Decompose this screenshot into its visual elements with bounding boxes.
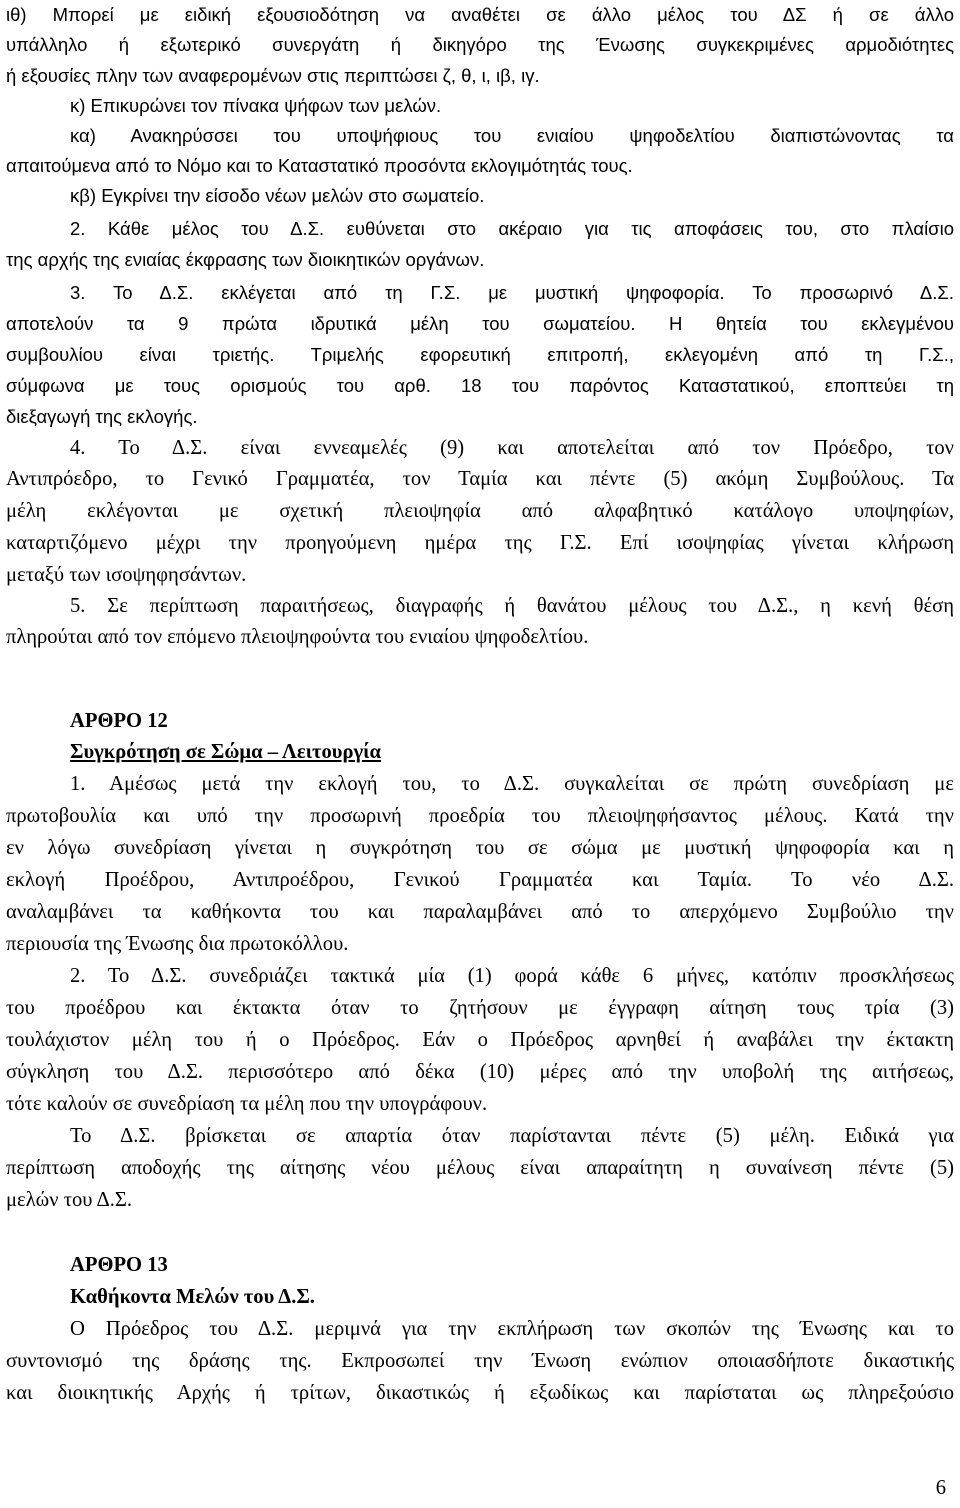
paragraph-line: κα) Ανακηρύσσει του υποψήφιους του ενιαίου ψηφοδελτίου διαπιστώνοντας τα (70, 125, 954, 146)
paragraph-line: μεταξύ των ισοψηφησάντων. (6, 564, 247, 586)
paragraph-line: σύμφωνα με τους ορισμούς του αρθ. 18 του παρόντος Καταστατικού, εποπτεύει τη (6, 375, 954, 396)
paragraph-line: τότε καλούν σε συνεδρίαση τα μέλη που την υπογράφουν. (6, 1093, 488, 1115)
paragraph-line: του προέδρου και έκτακτα όταν το ζητήσουν με έγγραφη αίτηση τους τρία (3) (6, 997, 954, 1019)
paragraph-line: Το Δ.Σ. βρίσκεται σε απαρτία όταν παρίστανται πέντε (5) μέλη. Ειδικά για (70, 1125, 954, 1147)
page-number: 6 (935, 1477, 946, 1499)
paragraph-line: μελών του Δ.Σ. (6, 1189, 132, 1211)
paragraph-line: 1. Αμέσως μετά την εκλογή του, το Δ.Σ. συγκαλείται σε πρώτη συνεδρίαση με (70, 773, 954, 795)
article-13-number: ΑΡΘΡΟ 13 (70, 1254, 168, 1276)
paragraph-line: καταρτιζόμενο μέχρι την προηγούμενη ημέρα της Γ.Σ. Επί ισοψηφίας γίνεται κλήρωση (6, 532, 954, 554)
paragraph-line: υπάλληλο ή εξωτερικό συνεργάτη ή δικηγόρο της Ένωσης συγκεκριμένες αρμοδιότητες (6, 34, 954, 55)
paragraph-line: σύγκληση του Δ.Σ. περισσότερο από δέκα (10) μέρες από την υποβολή της αιτήσεως, (6, 1061, 954, 1083)
article-12-number: ΑΡΘΡΟ 12 (70, 710, 168, 732)
paragraph-line: πληρούται από τον επόμενο πλειοψηφούντα του ενιαίου ψηφοδελτίου. (6, 626, 589, 648)
paragraph-line: απαιτούμενα από το Νόμο και το Καταστατικό προσόντα εκλογιμότητάς τους. (6, 155, 633, 176)
paragraph-line: περιουσία της Ένωσης δια πρωτοκόλλου. (6, 933, 349, 955)
paragraph-line: συμβουλίου είναι τριετής. Τριμελής εφορευτική επιτροπή, εκλεγομένη από τη Γ.Σ., (6, 344, 954, 365)
paragraph-line: της αρχής της ενιαίας έκφρασης των διοικητικών οργάνων. (6, 249, 485, 270)
article-13-title: Καθήκοντα Μελών του Δ.Σ. (70, 1286, 315, 1308)
paragraph-line: αποτελούν τα 9 πρώτα ιδρυτικά μέλη του σωματείου. Η θητεία του εκλεγμένου (6, 313, 954, 334)
paragraph-line: 5. Σε περίπτωση παραιτήσεως, διαγραφής ή θανάτου μέλους του Δ.Σ., η κενή θέση (70, 595, 954, 617)
paragraph-line: 4. Το Δ.Σ. είναι εννεαμελές (9) και αποτελείται από τον Πρόεδρο, τον (70, 437, 954, 459)
paragraph-line: πρωτοβουλία και υπό την προσωρινή προεδρία του πλειοψηφήσαντος μέλους. Κατά την (6, 805, 954, 827)
paragraph-line: τουλάχιστον μέλη του ή ο Πρόεδρος. Εάν ο Πρόεδρος αρνηθεί ή αναβάλει την έκτακτη (6, 1029, 954, 1051)
paragraph-line: εν λόγω συνεδρίαση γίνεται η συγκρότηση του σε σώμα με μυστική ψηφοφορία και η (6, 837, 954, 859)
paragraph-line: αναλαμβάνει τα καθήκοντα του και παραλαμβάνει από το απερχόμενο Συμβούλιο την (6, 901, 954, 923)
paragraph-line: κ) Επικυρώνει τον πίνακα ψήφων των μελών. (70, 95, 442, 116)
paragraph-line: περίπτωση αποδοχής της αίτησης νέου μέλους είναι απαραίτητη η συναίνεση πέντε (5) (6, 1157, 954, 1179)
paragraph-line: και διοικητικής Αρχής ή τρίτων, δικαστικώς ή εξωδίκως και παρίσταται ως πληρεξούσιο (6, 1382, 954, 1404)
paragraph-line: διεξαγωγή της εκλογής. (6, 406, 198, 427)
paragraph-line: κβ) Εγκρίνει την είσοδο νέων μελών στο σωματείο. (70, 185, 485, 206)
paragraph-line: 2. Κάθε μέλος του Δ.Σ. ευθύνεται στο ακέραιο για τις αποφάσεις του, στο πλαίσιο (70, 218, 954, 239)
paragraph-line: 2. Το Δ.Σ. συνεδριάζει τακτικά μία (1) φορά κάθε 6 μήνες, κατόπιν προσκλήσεως (70, 965, 954, 987)
paragraph-line: εκλογή Προέδρου, Αντιπροέδρου, Γενικού Γραμματέα και Ταμία. Το νέο Δ.Σ. (6, 869, 954, 891)
paragraph-line: Ο Πρόεδρος του Δ.Σ. μεριμνά για την εκπλήρωση των σκοπών της Ένωσης και το (70, 1318, 954, 1340)
paragraph-line: ή εξουσίες πλην των αναφερομένων στις περιπτώσει ζ, θ, ι, ιβ, ιγ. (6, 65, 540, 86)
paragraph-line: Αντιπρόεδρο, το Γενικό Γραμματέα, τον Ταμία και πέντε (5) ακόμη Συμβούλους. Τα (6, 468, 954, 490)
article-12-title: Συγκρότηση σε Σώμα – Λειτουργία (70, 741, 382, 763)
paragraph-line: συντονισμό της δράσης της. Εκπροσωπεί την Ένωση ενώπιον οποιασδήποτε δικαστικής (6, 1350, 954, 1372)
paragraph-line: 3. Το Δ.Σ. εκλέγεται από τη Γ.Σ. με μυστική ψηφοφορία. Το προσωρινό Δ.Σ. (70, 282, 954, 303)
paragraph-line: μέλη εκλέγονται με σχετική πλειοψηφία από αλφαβητικό κατάλογο υποψηφίων, (6, 500, 954, 522)
paragraph-line: ιθ) Μπορεί με ειδική εξουσιοδότηση να αναθέτει σε άλλο μέλος του ΔΣ ή σε άλλο (6, 4, 954, 25)
